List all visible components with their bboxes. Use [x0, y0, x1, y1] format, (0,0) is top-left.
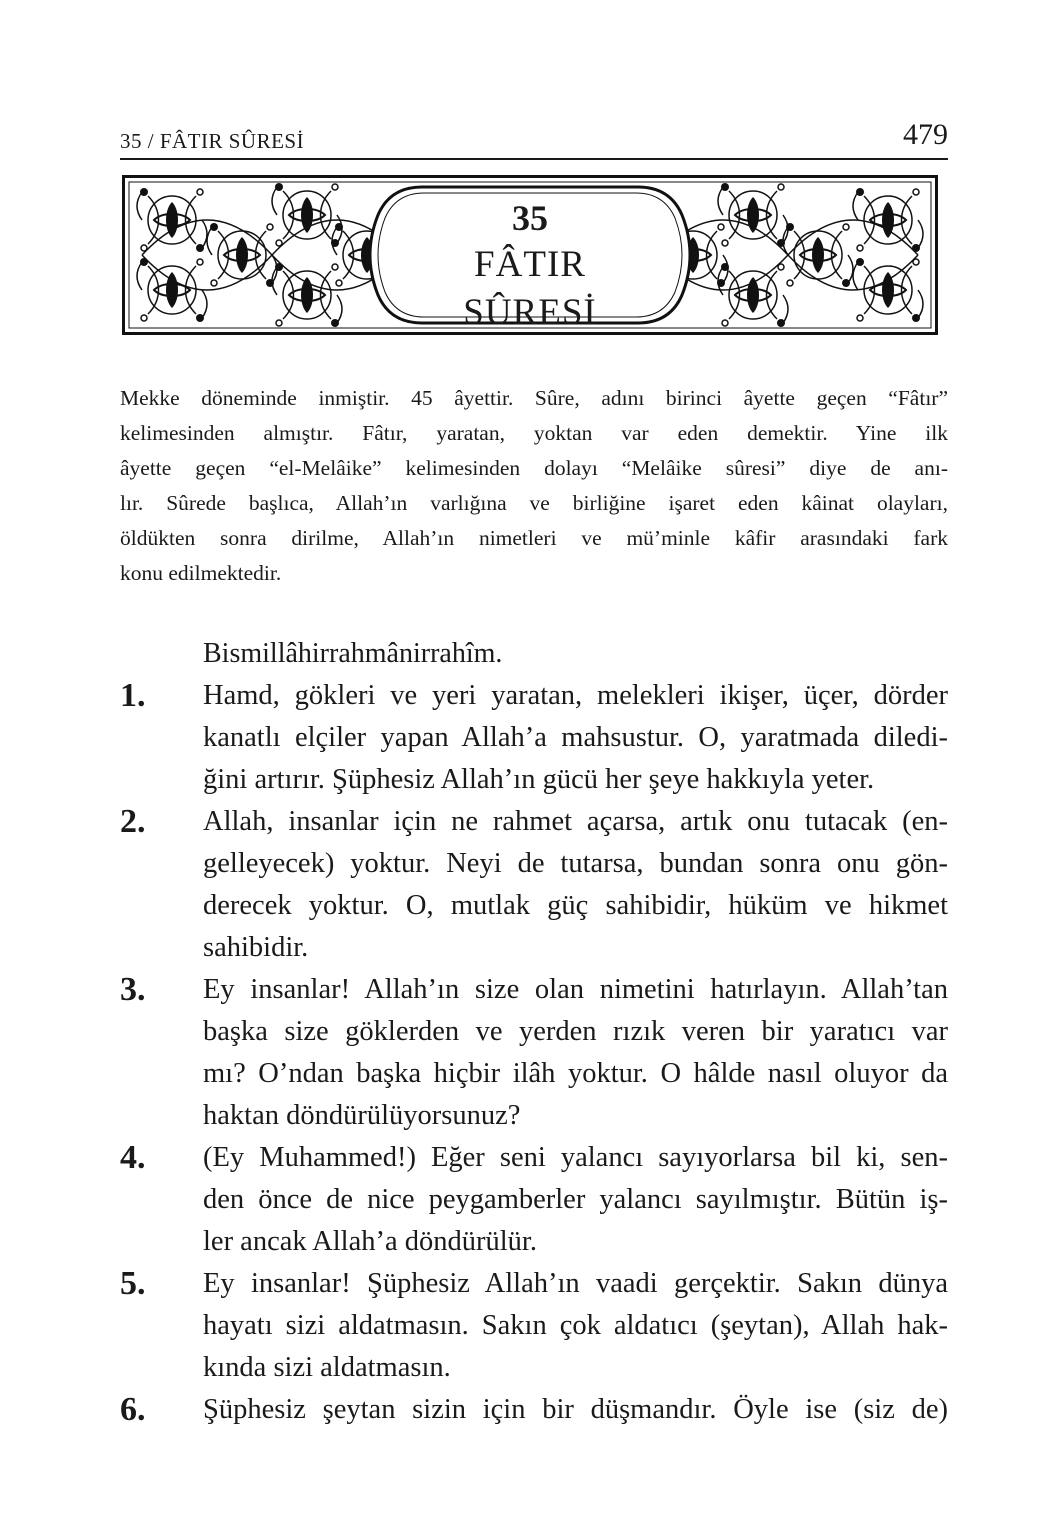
intro-line: âyette geçen “el-Melâike” kelimesinden dolayı “Melâike sûresi” diye de anı- [120, 456, 948, 480]
verse-line: sahibidir. [203, 932, 309, 963]
verse-line: hayatı sizi aldatmasın. Sakın çok aldatıcı (şeytan), Allah hak- [203, 1310, 948, 1341]
verse [120, 969, 948, 1137]
verse-line: Ey insanlar! Şüphesiz Allah’ın vaadi gerçektir. Sakın dünya [203, 1268, 948, 1299]
verse-line: kında sizi aldatmasın. [203, 1352, 451, 1383]
verse-line: Hamd, gökleri ve yeri yaratan, melekleri ikişer, üçer, dörder [203, 680, 948, 711]
intro-line: öldükten sonra dirilme, Allah’ın nimetleri ve mü’minle kâfir arasındaki fark [120, 526, 948, 550]
surah-number: 35 [512, 198, 548, 238]
verse-line: kanatlı elçiler yapan Allah’a mahsustur. O, yaratmada diledi- [203, 722, 948, 753]
verse-line: derecek yoktur. O, mutlak güç sahibidir, hüküm ve hikmet [203, 890, 948, 921]
verse-number: 4. [120, 1139, 146, 1176]
verse-number: 3. [120, 971, 146, 1008]
verse [120, 801, 948, 969]
running-title: 35 / FÂTIR SÛRESİ [120, 129, 305, 153]
banner-text [412, 195, 648, 337]
intro-line: Mekke döneminde inmiştir. 45 âyettir. Sûre, adını birinci âyette geçen “Fâtır” [120, 386, 948, 410]
surah-title-banner [122, 175, 938, 335]
verse-line: (Ey Muhammed!) Eğer seni yalancı sayıyorlarsa bil ki, sen- [203, 1142, 948, 1173]
verse-number: 6. [120, 1391, 146, 1428]
verse-line: ğini artırır. Şüphesiz Allah’ın gücü her şeye hakkıyla yeter. [203, 764, 875, 795]
surah-introduction [120, 381, 948, 591]
running-header [120, 118, 948, 160]
verse-line: den önce de nice peygamberler yalancı sayılmıştır. Bütün iş- [203, 1184, 948, 1215]
verse-line: Şüphesiz şeytan sizin için bir düşmandır. Öyle ise (siz de) [203, 1394, 948, 1425]
verse-line: Ey insanlar! Allah’ın size olan nimetini hatırlayın. Allah’tan [203, 974, 948, 1005]
verse [120, 675, 948, 801]
bismillah: Bismillâhirrahmânirrahîm. [203, 638, 503, 669]
intro-line: lır. Sûrede başlıca, Allah’ın varlığına ve birliğine işaret eden kâinat olayları, [120, 491, 948, 515]
verse [120, 1137, 948, 1263]
verse [120, 1263, 948, 1389]
verse-number: 1. [120, 677, 146, 714]
page-number: 479 [903, 118, 948, 151]
intro-line: konu edilmektedir. [120, 561, 282, 585]
intro-line: kelimesinden almıştır. Fâtır, yaratan, yoktan var eden demektir. Yine ilk [120, 421, 948, 445]
verse-line: Allah, insanlar için ne rahmet açarsa, artık onu tutacak (en- [203, 806, 948, 837]
verse-number: 5. [120, 1265, 146, 1302]
verse-line: başka size göklerden ve yerden rızık veren bir yaratıcı var [203, 1016, 948, 1047]
surah-name: FÂTIR SÛRESİ [463, 244, 597, 333]
verse-line: gelleyecek) yoktur. Neyi de tutarsa, bundan sonra onu gön- [203, 848, 948, 879]
verse [120, 1389, 948, 1431]
verse-list [120, 675, 948, 1431]
verse-line: mı? O’ndan başka hiçbir ilâh yoktur. O hâlde nasıl oluyor da [203, 1058, 948, 1089]
verse-line: ler ancak Allah’a döndürülür. [203, 1226, 537, 1257]
verse-number: 2. [120, 803, 146, 840]
verse-line: haktan döndürülüyorsunuz? [203, 1100, 521, 1131]
